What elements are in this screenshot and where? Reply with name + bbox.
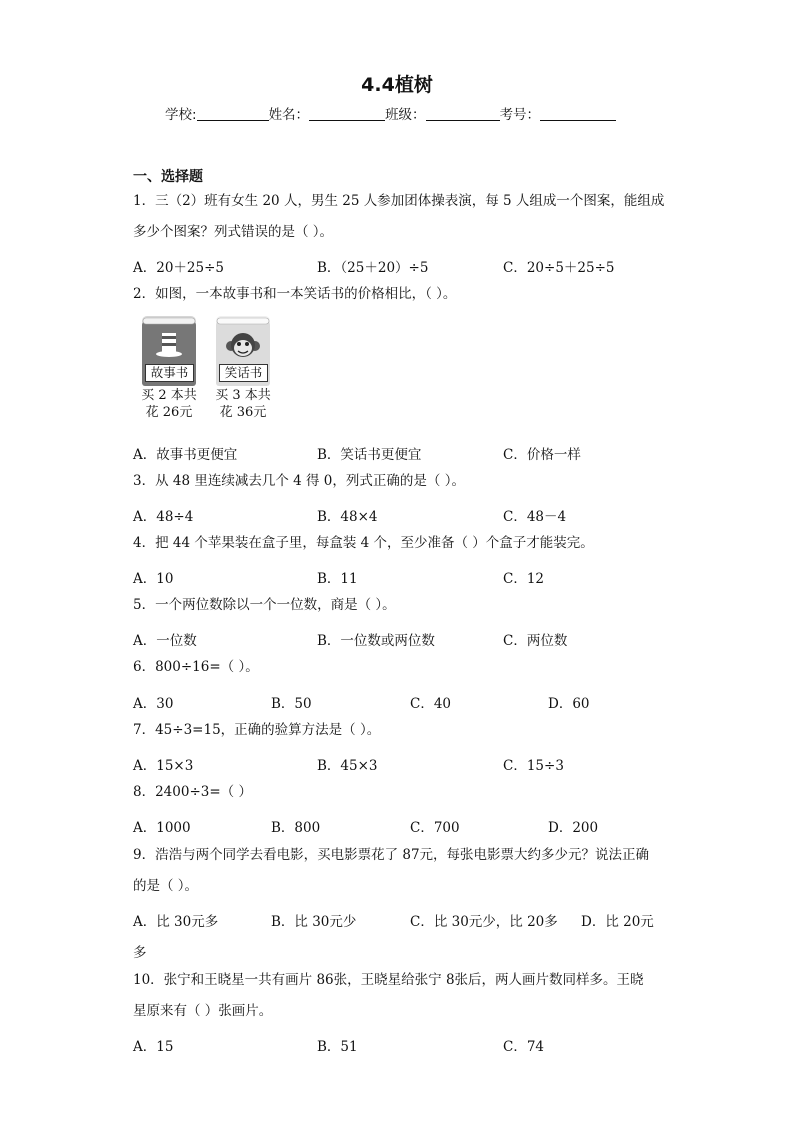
option-c[interactable]: C．两位数: [503, 633, 568, 649]
question-3-line1: 3．从 48 里连续减去几个 4 得 0，列式正确的是（ ）。: [133, 473, 465, 489]
option-b[interactable]: B．笑话书更便宜: [317, 447, 422, 463]
story-book-caption-2: 花 26元: [145, 405, 193, 420]
joke-book-figure: [216, 316, 278, 426]
question-10-line2: 星原来有（ ）张画片。: [133, 1003, 273, 1019]
joke-book-tag: 笑话书: [219, 364, 268, 382]
option-a[interactable]: A．30: [133, 696, 174, 712]
number-label: 考号：: [499, 107, 541, 123]
question-9-line1: 9．浩浩与两个同学去看电影，买电影票花了 87元，每张电影票大约多少元？说法正确: [133, 847, 650, 863]
question-1-line2: 多少个图案？列式错误的是（ ）。: [133, 224, 334, 240]
question-4-line1: 4．把 44 个苹果装在盒子里，每盒装 4 个，至少准备（ ）个盒子才能装完。: [133, 535, 594, 551]
joke-book-caption-1: 买 3 本共: [215, 388, 271, 403]
option-c[interactable]: C．700: [410, 820, 460, 836]
option-c[interactable]: C．20÷5＋25÷5: [503, 260, 615, 276]
class-label: 班级：: [385, 107, 426, 123]
number-blank[interactable]: [540, 106, 616, 121]
class-blank[interactable]: [426, 106, 500, 121]
page-title: 4.4植树: [361, 74, 433, 96]
story-book-tag: 故事书: [145, 364, 194, 382]
school-label: 学校:: [165, 107, 197, 123]
option-a[interactable]: A．10: [133, 571, 174, 587]
option-d[interactable]: D．200: [548, 820, 599, 836]
option-c[interactable]: C．48－4: [503, 509, 567, 525]
option-a[interactable]: A．20＋25÷5: [133, 260, 225, 276]
question-8-line1: 8．2400÷3=（ ）: [133, 784, 252, 800]
question-10-line1: 10．张宁和王晓星一共有画片 86张，王晓星给张宁 8张后，两人画片数同样多。王晓: [133, 972, 644, 988]
option-c[interactable]: C．74: [503, 1039, 545, 1055]
option-b[interactable]: B．48×4: [317, 509, 378, 525]
option-a[interactable]: A．48÷4: [133, 509, 194, 525]
story-book-caption-1: 买 2 本共: [141, 388, 197, 403]
option-a[interactable]: A．故事书更便宜: [133, 447, 238, 463]
name-blank[interactable]: [309, 106, 385, 121]
option-c[interactable]: C．40: [410, 696, 452, 712]
option-a[interactable]: A．1000: [133, 820, 191, 836]
name-label: 姓名：: [268, 107, 310, 123]
option-c[interactable]: C．比 30元少，比 20多: [410, 914, 558, 930]
option-b[interactable]: B．11: [317, 571, 358, 587]
option-c[interactable]: C．价格一样: [503, 447, 581, 463]
option-c[interactable]: C．15÷3: [503, 758, 564, 774]
question-6-line1: 6．800÷16=（ ）。: [133, 659, 259, 675]
option-b[interactable]: B．比 30元少: [271, 914, 357, 930]
option-a[interactable]: A．一位数: [133, 633, 197, 649]
question-9-option-d-wrap: 多: [133, 945, 147, 961]
question-1-line1: 1．三（2）班有女生 20 人，男生 25 人参加团体操表演，每 5 人组成一个图案，能组成: [133, 193, 665, 209]
school-blank[interactable]: [197, 106, 269, 121]
option-a[interactable]: A．15×3: [133, 758, 194, 774]
option-b[interactable]: B．一位数或两位数: [317, 633, 435, 649]
section-heading: 一、选择题: [133, 169, 203, 185]
question-5-line1: 5．一个两位数除以一个一位数，商是（ ）。: [133, 597, 396, 613]
question-9-line2: 的是（ ）。: [133, 878, 199, 894]
option-d[interactable]: D．比 20元: [581, 914, 654, 930]
story-book-figure: [142, 316, 204, 426]
question-7-line1: 7．45÷3=15，正确的验算方法是（ ）。: [133, 722, 381, 738]
option-a[interactable]: A．15: [133, 1039, 174, 1055]
option-b[interactable]: B．800: [271, 820, 321, 836]
option-b[interactable]: B．51: [317, 1039, 358, 1055]
option-c[interactable]: C．12: [503, 571, 545, 587]
option-b[interactable]: B．45×3: [317, 758, 378, 774]
option-b[interactable]: B．50: [271, 696, 312, 712]
option-a[interactable]: A．比 30元多: [133, 914, 219, 930]
option-b[interactable]: B．（25＋20）÷5: [317, 260, 429, 276]
question-2-line1: 2．如图，一本故事书和一本笑话书的价格相比，（ ）。: [133, 286, 457, 302]
student-info: [165, 103, 616, 123]
option-d[interactable]: D．60: [548, 696, 590, 712]
joke-book-caption-2: 花 36元: [219, 405, 267, 420]
